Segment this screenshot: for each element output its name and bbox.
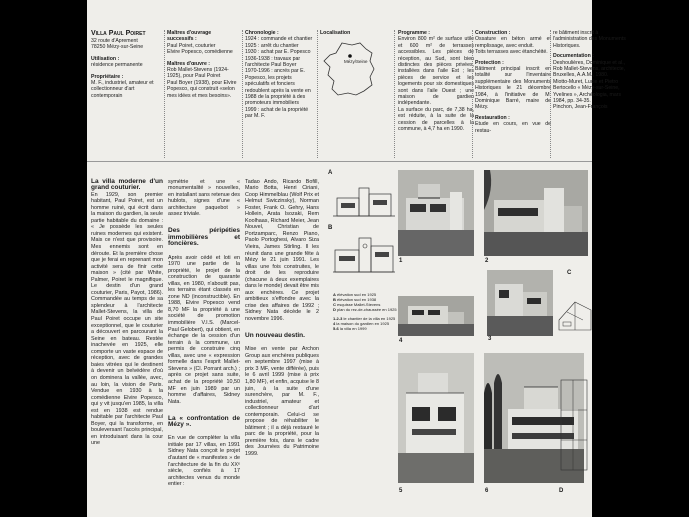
address-line-2: 78250 Mézy-sur-Seine — [91, 44, 144, 51]
identity-block — [91, 30, 163, 99]
plan-drawing-d — [559, 360, 592, 485]
usage-value: résidence permanente — [91, 62, 143, 69]
program-block — [398, 30, 474, 133]
architects-value: Rob Mallet-Stevens (1924-1925), pour Paul Poiret Paul Boyer (1938), pour Elvire Popesco, qui construit «selon mes idées et mes besoins». — [167, 67, 237, 99]
figure-label-d: D — [559, 488, 564, 494]
france-outline — [324, 43, 374, 95]
figure-label-c: C — [567, 270, 572, 276]
address-line-1: 32 route d'Aprement — [91, 38, 138, 44]
body-text-2: symétrie et une « monumentalité » nouvelles, en installant sans retenue des hublots, signes d'une « architecture paquebot » assez triviale. — [168, 178, 240, 218]
body-text-3: Tadao Ando, Ricardo Bofill, Mario Botta, Henri Ciriani, Coop Himmelblau (Wolf Prix et Helmut Swiczinsky), Norman Foster, Frank O. Gehry, Hans Hollein, Arata Isozaki, Rem Koolhaas, Richard Meier, Jean Nouvel, Christian de Portzamparc, Renzo Piano, Paolo Portoghesi, Alvaro Siza Vieira, James Stirling. Il les réunit dans une grande fête à Mézy le 21 juin 1991. Les villas une fois construites, le droit de les reproduire (chacune à deux exemplaires dans le monde) devait être mis aux enchères. Ce projet ambitieux s'effondre avec la crise des affaires de 1992 ; Sidney Nata décède le 2 novembre 1996. — [245, 178, 319, 323]
elevation-drawing-a — [333, 178, 395, 220]
program-value: Environ 800 m² de surface utile et 600 m² de terrasses accessibles. Les pièces de réception, au Sud, sont bien distinctes des pièces privées, installées dans l'aile Est ; les pièces de service et les logements pour six domestiques sont dans l'aile Ouest ; une maison de gardien indépendante. La surface du parc, de 7,38 ha, est réduite, à la suite de la cession de parcelles à la commune, à 4,7 ha en 1990. — [398, 36, 474, 133]
figure-number-6: 6 — [485, 488, 489, 494]
program-label: Programme : — [398, 30, 430, 36]
figure-legend — [333, 292, 403, 331]
figure-number-5: 5 — [399, 488, 403, 494]
construction-value: Ossature en béton armé et remplissage, avec enduit. Toits terrasses avec étanchéité. — [475, 36, 551, 56]
location-block — [320, 30, 392, 99]
owner-label: Propriétaire : — [91, 73, 124, 80]
body-intro: La villa moderne d'un grand couturier. — [91, 177, 163, 192]
figure-number-2: 2 — [485, 258, 489, 264]
col-sep-1 — [164, 30, 165, 158]
architects-label: Maîtres d'œuvre : — [167, 60, 211, 67]
france-map — [320, 39, 380, 99]
chronology-label: Chronologie : — [245, 30, 279, 36]
body-heading-3: La « confrontation de Mézy ». — [168, 414, 240, 429]
legend-item-b: B élévation sud en 1938 — [333, 297, 377, 302]
legend-item-photos-3: 5-6 la villa en 1999 — [333, 326, 367, 331]
location-marker-label: Mézy/Seine — [344, 59, 368, 64]
figure-number-3: 3 — [488, 336, 492, 342]
sketch-drawing-c — [557, 280, 592, 340]
body-col-3 — [245, 172, 319, 464]
body-text-3b: Mise en vente par Archon Group aux enchères publiques en septembre 1997 (mise à prix 3 MF, vente différée), puis le 6 avril 1999 (mise à prix 1,80 MF), et enfin, acquise le 8 juin, à la suite d'une surenchère, par M. F., industriel, amateur et collectionneur d'art contemporain. Celui-ci se propose de réhabiliter le bâtiment ; il a déjà restauré le parc de la propriété, pour la première fois, dans le cadre des Journées du Patrimoine 1999. — [245, 346, 320, 457]
photo-5-villa-1999 — [398, 353, 474, 483]
photo-1-construction — [398, 170, 474, 256]
body-text-2b: Après avoir cédé et loti en 1970 une partie de la propriété, le projet de la construction de quarante villas, en 1980, n'aboutit pas, les terrains étant classés en zone ND (inconstructible). En 1988, Elvire Popesco vend 8,70 MF la propriété à une société de promotion immobilière V.I.S. (Marcel-Paul Gelobert), qui obtient, en échange de la cession d'un terrain à la commune, un permis de construire cinq villas, avec une « expression formelle dans l'esprit Mallet-Stevens » (Cl. Porrant arch.) ; après ce projet sans suite, achat de la propriété 10,50 MF en juin 1989 par un homme d'affaires, Sidney Nata. — [168, 254, 240, 405]
legend-item-a: A élévation sud en 1925 — [333, 292, 377, 297]
figure-label-b: B — [328, 225, 333, 231]
chronology-block — [245, 30, 317, 120]
body-heading-4: Un nouveau destin. — [245, 332, 305, 340]
figure-label-a: A — [328, 170, 333, 176]
villa-title: Villa Paul Poiret — [91, 30, 146, 37]
col-sep-4 — [394, 30, 395, 158]
photo-3-construction — [487, 270, 553, 336]
documentation-block — [553, 30, 629, 111]
body-text-1: En 1929, son premier habitant, Paul Poiret, est un homme ruiné, qui écrit dans la maison du gardien, la seule partie habitable du domaine : « Je possède les seules ruines modernes qui existent. Mais ce n'est que provisoire. Mes ennemis sont en déroute. Et la première chose que je ferai en reprenant mon activité sera de finir cette maison » (cité par White, Palmer, Poiret le magnifique. Le destin d'un grand couturier, Paris, Payot, 1986). Commandée au temps de sa splendeur à l'architecte Mallet-Stevens, la villa de Paul Poiret occupe un site exceptionnel, que le couturier a découvert en parcourant la Seine en bateau. Restée inachevée en 1925, elle comporte un vaste espace de réception, avec de grandes baies vitrées qui le destinent à devenir un belvédère d'où on dominera la vallée, avec, au loin, la vision de Paris. Vendue en 1930 à la comédienne Elvire Popesco, qui y vit jusqu'en 1985, la villa est en 1938 est rendue habitable par l'architecte Paul Boyer, qui la transforme, en bouleversant l'accès principal, en introduisant dans la cour une — [91, 191, 163, 447]
protection-label: Protection : — [475, 59, 504, 66]
body-heading-2: Des péripéties immobilières et foncières. — [168, 227, 240, 248]
col-sep-5 — [472, 30, 473, 158]
mezy-marker — [348, 55, 352, 59]
docs-value-1: re bâtiment inscrit à l'administration des Monuments Historiques. — [553, 30, 626, 49]
elevation-drawing-b — [333, 232, 395, 276]
legend-item-c: C esquisse Mallet-Stevens — [333, 302, 381, 307]
col-sep-6 — [550, 30, 551, 158]
protection-value: Bâtiment principal inscrit en totalité sur l'inventaire supplémentaire des Monuments Historiques le 21 décembre 1984, à l'initiative de M. Dominique Barré, maire de Mézy. — [475, 66, 551, 111]
body-col-2 — [168, 172, 240, 494]
restoration-value: Etude en cours, en vue de restau- — [475, 121, 551, 134]
owners-value: Paul Poiret, couturier Elvire Popesco, comédienne — [167, 42, 233, 56]
col-sep-2 — [242, 30, 243, 158]
photo-2-construction — [484, 170, 588, 256]
docs-label: Documentation : — [553, 53, 594, 60]
restoration-label: Restauration : — [475, 114, 510, 121]
body-text-2c: En vue de compléter la villa initiale par 17 villas, en 1991 Sidney Nata conçoit le projet d'autant de « manifestes » de l'architecture de la fin du XXᵉ siècle, confiés à 17 architectes venus du monde entier : — [168, 435, 240, 488]
legend-item-d: D plan du rez-de-chaussée en 1925 — [333, 307, 397, 312]
owners-label: Maîtres d'ouvrage successifs : — [167, 30, 212, 43]
owners-block — [167, 30, 239, 99]
figure-number-1: 1 — [399, 258, 403, 264]
body-col-1 — [91, 172, 163, 447]
figure-number-4: 4 — [399, 338, 403, 344]
legend-item-photos-2: 4 la maison du gardien en 1925 — [333, 321, 390, 326]
construction-label: Construction : — [475, 30, 511, 36]
chronology-value: 1924 : commande et chantier 1925 : arrêt du chantier 1930 : achat par E. Popesco 1936-1938 : travaux par l'architecte Paul Boyer 1970-1996 : ancrés par E. Popesco, les projets spéculatifs et fonciers redoublent après la vente en 1988 de la propriété à des promoteurs immobiliers 1999 : achat de la propriété par M. F. — [245, 36, 313, 120]
document-page — [87, 0, 626, 517]
docs-value-2: Deshoulières, Dominique et al., Rob Mallet-Stevens, architecte, Bruxelles, A.A.M., 1980. Miotto-Muret, Lucie et Pietro Bertocello « Mézy-sur-Seine, Yvelines », Archéologia, mars 1984, pp. 34-35. Pinchon, Jean-François — [553, 59, 626, 111]
location-label: Localisation — [320, 30, 351, 36]
col-sep-3 — [317, 30, 318, 158]
photo-4-gatehouse — [398, 296, 474, 336]
owner-value: M. F., industriel, amateur et collectionneur d'art contemporain — [91, 80, 154, 99]
usage-label: Utilisation : — [91, 55, 120, 62]
legend-item-photos-1: 1-2-3 le chantier de la villa en 1925 — [333, 316, 396, 321]
band-divider — [87, 161, 592, 162]
construction-block — [475, 30, 551, 134]
